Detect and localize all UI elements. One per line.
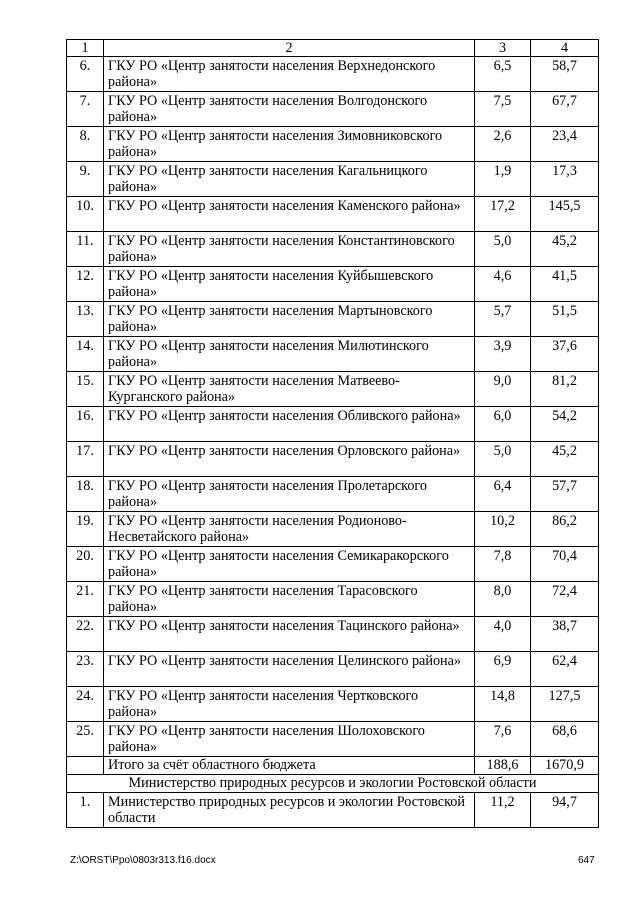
table-row [67,582,599,617]
row-value-col3: 7,8 [475,547,531,582]
total-value-col4: 1670,9 [531,757,599,775]
table-row [67,407,599,442]
row-value-col4: 38,7 [531,617,599,652]
row-description: ГКУ РО «Центр занятости населения Семикаракорского района» [104,547,475,582]
row-value-col4: 145,5 [531,197,599,232]
row-value-col4: 37,6 [531,337,599,372]
row-number: 20. [67,547,104,582]
row-value-col4: 72,4 [531,582,599,617]
row-description: ГКУ РО «Центр занятости населения Зимовниковского района» [104,127,475,162]
table-row [67,372,599,407]
row-number: 23. [67,652,104,687]
row-value-col4: 45,2 [531,232,599,267]
budget-table [66,39,599,828]
row-value-col3: 6,0 [475,407,531,442]
row-value-col3: 2,6 [475,127,531,162]
row-number: 18. [67,477,104,512]
row-number: 11. [67,232,104,267]
row-value-col3: 5,7 [475,302,531,337]
row-description: ГКУ РО «Центр занятости населения Тарасовского района» [104,582,475,617]
table-row [67,92,599,127]
table-row [67,547,599,582]
header-col-2: 2 [104,40,475,57]
row-value-col4: 23,4 [531,127,599,162]
table-header-row [67,40,599,57]
section-header-row [67,775,599,793]
row-number: 24. [67,687,104,722]
row-number: 14. [67,337,104,372]
table-row [67,302,599,337]
row-number: 7. [67,92,104,127]
table-row [67,442,599,477]
row-number: 21. [67,582,104,617]
row-number: 12. [67,267,104,302]
row-number: 10. [67,197,104,232]
row-description: ГКУ РО «Центр занятости населения Орловского района» [104,442,475,477]
header-col-4: 4 [531,40,599,57]
table-row [67,267,599,302]
table-row [67,197,599,232]
row-value-col4: 127,5 [531,687,599,722]
row-value-col4: 57,7 [531,477,599,512]
table-row [67,617,599,652]
footer-page-number: 647 [578,855,595,866]
row-description: ГКУ РО «Центр занятости населения Верхнедонского района» [104,57,475,92]
total-row [67,757,599,775]
table-row [67,127,599,162]
row-number: 13. [67,302,104,337]
total-label: Итого за счёт областного бюджета [104,757,475,775]
row-value-col3: 3,9 [475,337,531,372]
row-value-col4: 68,6 [531,722,599,757]
row-value-col4: 86,2 [531,512,599,547]
row-number: 16. [67,407,104,442]
row-number: 17. [67,442,104,477]
table-row [67,57,599,92]
table-row [67,477,599,512]
header-col-1: 1 [67,40,104,57]
row-description: ГКУ РО «Центр занятости населения Куйбышевского района» [104,267,475,302]
row-value-col3: 1,9 [475,162,531,197]
row-number: 6. [67,57,104,92]
row-description: ГКУ РО «Центр занятости населения Обливского района» [104,407,475,442]
table-row [67,512,599,547]
row-value-col3: 7,6 [475,722,531,757]
row-value-col4: 51,5 [531,302,599,337]
section-title: Министерство природных ресурсов и экологии Ростовской области [67,775,599,793]
row-value-col3: 6,4 [475,477,531,512]
row-description: ГКУ РО «Центр занятости населения Мартыновского района» [104,302,475,337]
row-description: ГКУ РО «Центр занятости населения Чертковского района» [104,687,475,722]
row-value-col3: 4,0 [475,617,531,652]
row-value-col3: 6,9 [475,652,531,687]
row-number: 9. [67,162,104,197]
row-description: ГКУ РО «Центр занятости населения Пролетарского района» [104,477,475,512]
row-value-col4: 45,2 [531,442,599,477]
row-value-col4: 58,7 [531,57,599,92]
row-description: ГКУ РО «Центр занятости населения Тацинского района» [104,617,475,652]
row-number: 1. [67,793,104,828]
row-value-col4: 94,7 [531,793,599,828]
row-value-col3: 4,6 [475,267,531,302]
row-value-col3: 10,2 [475,512,531,547]
table-row [67,652,599,687]
total-empty-cell [67,757,104,775]
row-description: Министерство природных ресурсов и экологии Ростовской области [104,793,475,828]
row-description: ГКУ РО «Центр занятости населения Родионово-Несветайского района» [104,512,475,547]
header-col-3: 3 [475,40,531,57]
row-number: 22. [67,617,104,652]
row-value-col4: 41,5 [531,267,599,302]
table-row [67,337,599,372]
row-description: ГКУ РО «Центр занятости населения Каменского района» [104,197,475,232]
table-row [67,793,599,828]
total-value-col3: 188,6 [475,757,531,775]
row-value-col4: 17,3 [531,162,599,197]
row-description: ГКУ РО «Центр занятости населения Шолоховского района» [104,722,475,757]
table-row [67,722,599,757]
row-value-col4: 81,2 [531,372,599,407]
row-description: ГКУ РО «Центр занятости населения Кагальницкого района» [104,162,475,197]
row-value-col4: 70,4 [531,547,599,582]
row-description: ГКУ РО «Центр занятости населения Целинского района» [104,652,475,687]
row-value-col4: 67,7 [531,92,599,127]
row-value-col3: 9,0 [475,372,531,407]
row-value-col4: 62,4 [531,652,599,687]
row-number: 25. [67,722,104,757]
row-value-col3: 6,5 [475,57,531,92]
row-number: 19. [67,512,104,547]
row-value-col3: 11,2 [475,793,531,828]
row-value-col3: 14,8 [475,687,531,722]
row-value-col3: 8,0 [475,582,531,617]
row-description: ГКУ РО «Центр занятости населения Милютинского района» [104,337,475,372]
row-value-col3: 5,0 [475,232,531,267]
row-value-col3: 17,2 [475,197,531,232]
row-value-col3: 7,5 [475,92,531,127]
row-description: ГКУ РО «Центр занятости населения Волгодонского района» [104,92,475,127]
row-description: ГКУ РО «Центр занятости населения Матвеево-Курганского района» [104,372,475,407]
table-row [67,162,599,197]
row-value-col3: 5,0 [475,442,531,477]
row-description: ГКУ РО «Центр занятости населения Константиновского района» [104,232,475,267]
table-row [67,687,599,722]
table-row [67,232,599,267]
row-number: 15. [67,372,104,407]
footer-file-path: Z:\ORST\Ppo\0803r313.f16.docx [70,855,216,866]
row-number: 8. [67,127,104,162]
row-value-col4: 54,2 [531,407,599,442]
